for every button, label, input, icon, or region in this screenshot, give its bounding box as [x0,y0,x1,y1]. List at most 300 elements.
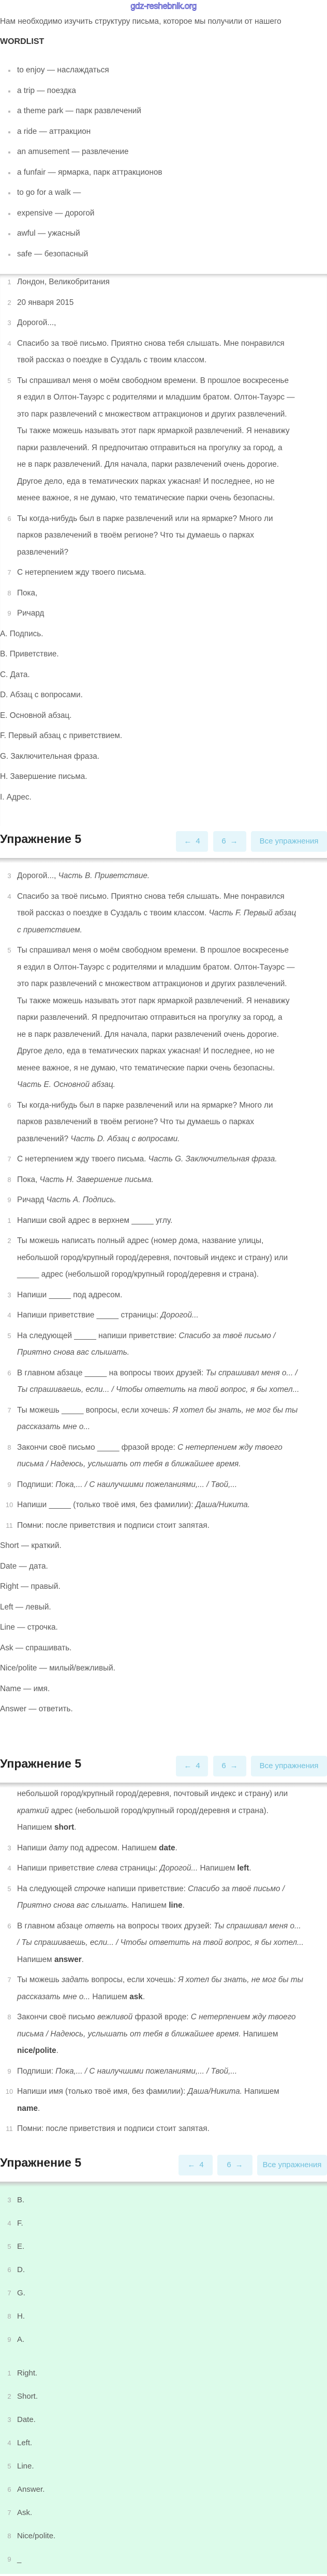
text-segment: В главном абзаце _____ на вопросы твоих друзей: [17,1368,206,1377]
text-line [17,1402,327,1419]
text-segment: Ты можешь _____ вопросы, если хочешь: [17,1405,173,1415]
italic-segment: Часть A. Подпись. [46,1195,116,1204]
wordlist-item [0,164,327,181]
text-line [17,1151,327,1168]
italic-segment: Ты спрашивал меня о... [214,1921,301,1930]
text-line [17,1131,327,1148]
text-segment: Напишем [129,1901,169,1910]
item-number: 4 [7,1864,11,1872]
item-number: 5 [7,2462,11,2470]
text-line: a funfair — ярмарка, парк аттракционов [17,167,162,177]
text-segment: . [56,2046,58,2055]
all-exercises-label: Все упражнения [259,1761,319,1770]
letter-part [0,728,327,745]
text-line: парки развлечений. Я предпочитаю отправиться на прогулку за город, а [17,443,283,452]
text-segment: Напишем [198,1864,237,1873]
text-line: Ричард [17,609,44,618]
text-segment: Напиши имя (только твоё имя, без фамилии): [17,2087,188,2096]
task-answer [0,1860,327,1877]
letter-answer [0,868,327,885]
italic-segment: Спасибо за твоё письмо / [179,1331,276,1340]
next-exercise-button[interactable] [213,831,246,852]
answer-word-item [0,2385,327,2408]
prev-exercise-button[interactable] [176,831,208,852]
answer-word-item [0,2548,327,2571]
task-answer [0,2063,327,2080]
letter-part [0,769,327,786]
wordlist [0,62,327,266]
italic-segment: С нетерпением жду твоего [177,1443,283,1452]
text-line: Right — правый. [0,1582,61,1591]
text-line [17,1803,327,1820]
item-number: 5 [7,376,11,385]
text-line: Спасибо за твоё письмо. Приятно снова тебя слышать. Мне понравился [17,339,285,348]
text-line: Ты когда-нибудь был в парке развлечений или на ярмарке? Много ли [17,514,273,523]
italic-segment: Дорогой... [159,1864,198,1873]
letter-parts [0,626,327,806]
text-line: Right. [17,2369,38,2378]
prev-exercise-button[interactable] [176,1756,208,1776]
letter-section [0,274,327,826]
text-line: Name — имя. [0,1684,50,1693]
text-segment: развлечений? [17,1134,71,1143]
watermark-logo: gdz-reshebnik.org [130,1,197,11]
prev-label: 4 [199,2160,204,2169]
text-line [17,1952,327,1969]
task-item [0,1233,327,1283]
arrow-left-icon [184,837,196,846]
text-segment: фразой вроде: [132,2013,191,2021]
italic-segment: краткий [17,1806,49,1815]
text-line [17,1456,327,1473]
text-line: C. Дата. [0,670,30,679]
letter-line [0,274,327,291]
text-line: Лондон, Великобритания [17,278,110,286]
item-number: 10 [5,2088,13,2095]
text-line [17,1935,327,1952]
task-item [0,1328,327,1361]
italic-segment: С нетерпением жду твоего [190,2013,296,2021]
letter-line [0,511,327,561]
wordlist-item [0,225,327,242]
item-number: 3 [7,872,11,880]
text-line [17,1192,327,1209]
task-answer [0,2083,327,2117]
text-line: это парк развлечений с множеством аттракционов и других развлечений. [17,979,287,988]
text-line: С нетерпением жду твоего письма. [17,568,146,577]
vocab-item [0,1619,327,1636]
arrow-right-icon [231,2160,243,2169]
letter-line [0,373,327,507]
italic-segment: Дорогой... [160,1311,199,1320]
text-segment: Дорогой..., [17,871,58,880]
text-line: Напиши _____ под адресом. [17,1290,123,1299]
next-label: 6 [221,837,226,846]
header-shadow [0,1783,327,1788]
answer-order-item [0,2328,327,2351]
text-line: 20 января 2015 [17,298,74,307]
text-line: a ride — аттракцион [17,127,91,136]
all-exercises-button[interactable] [257,2155,327,2175]
task-item [0,1477,327,1494]
text-segment: . [175,1843,177,1852]
vocab-item [0,1578,327,1596]
all-exercises-button[interactable] [251,1756,327,1776]
letter-line [0,605,327,622]
letter-part [0,646,327,663]
italic-segment: Даша/Никита. [195,1500,250,1509]
wordlist-item [0,62,327,79]
vocab-item [0,1701,327,1718]
wordlist-section [0,0,327,274]
text-line: I. Адрес. [0,792,32,802]
text-line [17,2063,327,2080]
item-number: 3 [7,1291,11,1299]
text-line: Дорогой..., [17,318,56,327]
item-number: 10 [5,1501,13,1509]
task-answer [0,2009,327,2060]
letter-line [0,564,327,581]
text-line: Date. [17,2415,36,2424]
item-number: 6 [7,514,11,523]
item-number: 1 [7,2369,11,2377]
italic-segment: Даша/Никита. [187,2087,242,2096]
vocab-item [0,1640,327,1657]
italic-segment: Ты спрашиваешь, если... / Чтобы ответить на твой вопрос, я бы хотел... [17,1385,300,1394]
text-line: небольшой город/крупный город/деревня, почтовый индекс и страну) или [17,1789,288,1798]
item-number: 4 [7,1311,11,1319]
task-item [0,1213,327,1230]
next-exercise-button[interactable] [217,2155,252,2175]
italic-segment: письма / Надеюсь, услышать от тебя в ближайшее время. [17,2029,241,2038]
item-number: 9 [7,2336,11,2343]
item-number: 5 [7,2243,11,2250]
answer-word-item [0,2524,327,2548]
italic-segment: Часть H. Завершение письма. [39,1175,154,1184]
letter [0,274,327,622]
item-number: 2 [7,2393,11,2400]
answer-order-item [0,2281,327,2305]
arrow-right-icon [226,1761,238,1770]
task-answer [0,1972,327,2005]
text-line: expensive — дорогой [17,208,95,218]
text-line: Ask — спрашивать. [0,1643,72,1652]
item-number: 2 [7,1237,11,1245]
answer-order-item [0,2235,327,2258]
letter-part [0,789,327,806]
vocab-item [0,1599,327,1616]
item-number: 8 [7,1175,11,1184]
answer-order-item [0,2258,327,2281]
text-line: парки развлечений. Я предпочитаю отправиться на прогулку за город, а [17,1013,283,1022]
text-line: Line — строчка. [0,1623,58,1632]
text-segment: На следующей [17,1884,75,1893]
italic-segment: Часть B. Приветствие. [58,871,150,880]
text-segment: В главном абзаце [17,1921,85,1930]
arrow-right-icon [226,837,238,846]
item-number: 3 [7,1844,11,1852]
letter-line [0,585,327,602]
answer-word-item [0,2455,327,2478]
exercise-header [0,826,327,858]
text-line: Ты также можешь называть этот парк ярмаркой развлечений. Я ненавижу [17,426,290,435]
text-segment: на вопросы твоих друзей: [114,1921,214,1930]
text-line [17,1918,327,1935]
italic-segment: Я хотел бы знать, не мог бы ты [178,1975,303,1984]
item-number: 4 [7,2219,11,2227]
item-number: 4 [7,892,11,900]
text-line [17,2026,327,2043]
text-line: Ты можешь написать полный адрес (номер дома, название улицы, [17,1236,264,1245]
header-shadow [0,2182,327,2187]
italic-segment: строчке [74,1884,106,1893]
text-line: E. Основной абзац. [0,711,72,720]
wordlist-item [0,185,327,202]
task-item [0,1402,327,1436]
item-number: 6 [7,2486,11,2493]
text-segment: твой рассказ о поездке в Суздаль с твоим классом. [17,909,209,917]
text-line: D. [17,2265,25,2274]
italic-segment: Приятно снова вас слышать. [17,1348,129,1357]
text-line: Short. [17,2392,38,2401]
all-exercises-button[interactable] [251,831,327,852]
vocab-item [0,1660,327,1677]
tasks [0,1213,327,1535]
bold-answer: short [54,1823,75,1832]
text-line [17,1328,327,1345]
arrow-left-icon [184,1761,196,1770]
text-line: G. [17,2289,25,2297]
answer-word-item [0,2362,327,2385]
text-segment: Подпиши: [17,1480,56,1489]
text-segment: Пока, [17,1175,40,1184]
text-segment: Закончи своё письмо [17,2013,97,2021]
bold-answer: left [237,1864,249,1873]
text-line [17,1840,327,1857]
text-segment: С нетерпением жду твоего письма. [17,1155,148,1163]
answer-word-item [0,2501,327,2524]
answer-order-item [0,2305,327,2328]
text-segment: Напиши приветствие [17,1864,97,1873]
text-line [17,1819,327,1836]
text-line: F. Первый абзац с приветствием. [0,731,123,740]
letter-answer [0,1097,327,1148]
text-line: менее важное, я не думаю, что тематические парки очень безопасны. [17,494,275,502]
text-line: a theme park — парк развлечений [17,106,141,115]
text-segment: под адресом. Напишем [68,1843,159,1852]
text-line: awful — ужасный [17,229,80,238]
text-line: to enjoy — наслаждаться [17,66,109,74]
item-number: 7 [7,1155,11,1163]
answer-word-item [0,2431,327,2455]
text-line [17,1419,327,1436]
text-segment: страницы: [117,1864,160,1873]
item-number: 6 [7,1922,11,1930]
text-line: D. Абзац с вопросами. [0,691,83,699]
bold-answer: name [17,2104,38,2113]
text-segment: Ричард [17,1195,47,1204]
wordlist-item [0,205,327,222]
text-line [17,2043,327,2060]
italic-segment: Приятно снова вас слышать. [17,1901,129,1910]
text-line [17,1477,327,1494]
task-item [0,1287,327,1304]
text-line: я ездил в Олтон-Тауэрс с родителями и младшим братом. Олтон-Тауэрс — [17,393,295,402]
text-segment: Ты можешь [17,1975,62,1984]
bold-answer: nice/polite [17,2046,56,2055]
exercise-header [0,1751,327,1783]
text-segment: Подпиши: [17,2066,56,2076]
vocab-item [0,1681,327,1698]
prev-exercise-button[interactable] [179,2155,213,2175]
italic-segment: дату [49,1843,68,1852]
text-line: an amusement — развлечение [17,147,129,156]
text-line: Напиши свой адрес в верхнем _____ углу. [17,1216,173,1225]
text-segment: Напишем [241,2029,278,2038]
item-number: 3 [7,2196,11,2204]
text-segment: Напиши [17,1843,49,1852]
italic-segment: письма / Надеюсь, услышать от тебя в ближайшее время. [17,1460,241,1468]
item-number: 3 [7,2416,11,2424]
text-line: Ask. [17,2508,33,2517]
wordlist-title: WORDLIST [0,37,44,46]
task-answer [0,2121,327,2138]
prev-label: 4 [196,1761,200,1770]
exercise-header [0,2150,327,2182]
letter-part [0,687,327,704]
answer-word-item [0,2478,327,2501]
italic-segment: ответь [84,1921,115,1930]
task-answer [0,1881,327,1914]
text-segment: Напишем [242,2087,279,2096]
text-segment: Напишем [90,1992,130,2001]
text-line: B. [17,2196,25,2204]
text-line: F. [17,2219,23,2228]
italic-segment: рассказать мне о... [17,1992,91,2001]
bold-answer: ask [129,1992,143,2001]
text-line [17,1307,327,1324]
answer-order-item [0,2188,327,2212]
task-item [0,1439,327,1473]
text-line: Nice/polite. [17,2532,56,2540]
text-line: A. Подпись. [0,629,43,638]
answers-section [0,858,327,1751]
answers-words [0,2362,327,2571]
text-line: парков развлечений в твоём регионе? Что ты думаешь о парках [17,1117,255,1126]
wordlist-item [0,103,327,120]
item-number: 9 [7,1480,11,1489]
item-number: 7 [7,2289,11,2297]
text-line: парков развлечений в твоём регионе? Что ты думаешь о парках [17,531,255,540]
item-number: 1 [7,1216,11,1224]
item-number: 6 [7,1101,11,1109]
text-line: Пока, [17,588,38,597]
text-line: A. [17,2335,25,2344]
text-line: небольшой город/крупный город/деревня, почтовый индекс и страну) или [17,1253,288,1262]
text-line [17,905,327,922]
task-answer [0,1918,327,1969]
intro-text: Нам необходимо изучить структуру письма, которое мы получили от нашего [0,17,281,26]
italic-segment: / Ты спрашиваешь, если... / Чтобы ответить на твой вопрос, я бы хотел... [17,1938,304,1947]
item-number: 7 [7,569,11,576]
item-number: 5 [7,1884,11,1893]
wordlist-item [0,144,327,161]
italic-segment: Часть G. Заключительная фраза. [148,1155,277,1163]
text-line: _____ адрес (небольшой город/крупный город/деревня и страна). [17,1270,259,1279]
text-line: safe — безопасный [17,249,88,258]
item-number: 8 [7,589,11,597]
text-segment: . [142,1992,145,2001]
italic-segment: Пока,... / С наилучшими пожеланиями,... / Твой,... [55,1480,237,1489]
task-answer [0,1786,327,1836]
all-exercises-label: Все упражнения [259,837,319,846]
text-line: Ты также можешь называть этот парк ярмаркой развлечений. Я ненавижу [17,996,290,1005]
text-line: a trip — поездка [17,86,76,95]
text-line: Спасибо за твоё письмо. Приятно снова тебя слышать. Мне понравился [17,892,285,901]
arrow-left-icon [187,2160,199,2169]
text-segment: адрес (небольшой город/крупный город/деревня и страна). [49,1806,269,1815]
text-line: Answer. [17,2485,45,2494]
answer-order-item [0,2212,327,2235]
italic-segment: задать [62,1975,90,1984]
text-segment: Напишем [17,1823,54,1832]
text-segment: напиши приветствие: [105,1884,188,1893]
text-segment: . [81,1955,84,1964]
task-item [0,1497,327,1514]
wordlist-item [0,246,327,263]
text-segment: Напишем [17,1955,54,1964]
item-number: 9 [7,2067,11,2075]
wordlist-item [0,83,327,100]
item-number: 9 [7,1196,11,1204]
text-segment: . [182,1901,185,1910]
all-exercises-label: Все упражнения [262,2160,322,2169]
letter-answer [0,1172,327,1189]
item-number: 2 [7,298,11,306]
text-line [17,2100,327,2118]
text-line: это парк развлечений с множеством аттракционов и других развлечений. [17,409,287,419]
next-exercise-button[interactable] [213,1756,246,1776]
text-segment: Напиши _____ (только твоё имя, без фамилии): [17,1500,196,1509]
text-line: Ты когда-нибудь был в парке развлечений или на ярмарке? Много ли [17,1100,273,1110]
answers-order [0,2188,327,2351]
text-line [17,2009,327,2026]
italic-segment: Пока,... / С наилучшими пожеланиями,... / Твой,... [55,2066,237,2076]
item-number: 4 [7,339,11,347]
item-number: 6 [7,1369,11,1377]
text-line: B. Приветствие. [0,650,59,658]
text-line [17,868,327,885]
text-line: Left. [17,2439,33,2447]
text-line [17,1881,327,1898]
text-line: E. [17,2242,25,2251]
text-line: Short — краткий. [0,1541,62,1550]
text-line [17,1897,327,1914]
text-line [17,2083,327,2100]
bold-answer: date [159,1843,175,1852]
text-segment: . [249,1864,251,1873]
text-line [17,1172,327,1189]
bold-answer: line [169,1901,183,1910]
item-number: 7 [7,1406,11,1414]
item-number: 3 [7,319,11,327]
item-number: 8 [7,2312,11,2320]
text-line: H. [17,2312,25,2321]
next-label: 6 [227,2160,231,2169]
letter-part [0,748,327,765]
bold-answer: answer [54,1955,82,1964]
text-line: не в парк развлечений. Для начала, парки развлечений очень дорогие. [17,1030,279,1039]
